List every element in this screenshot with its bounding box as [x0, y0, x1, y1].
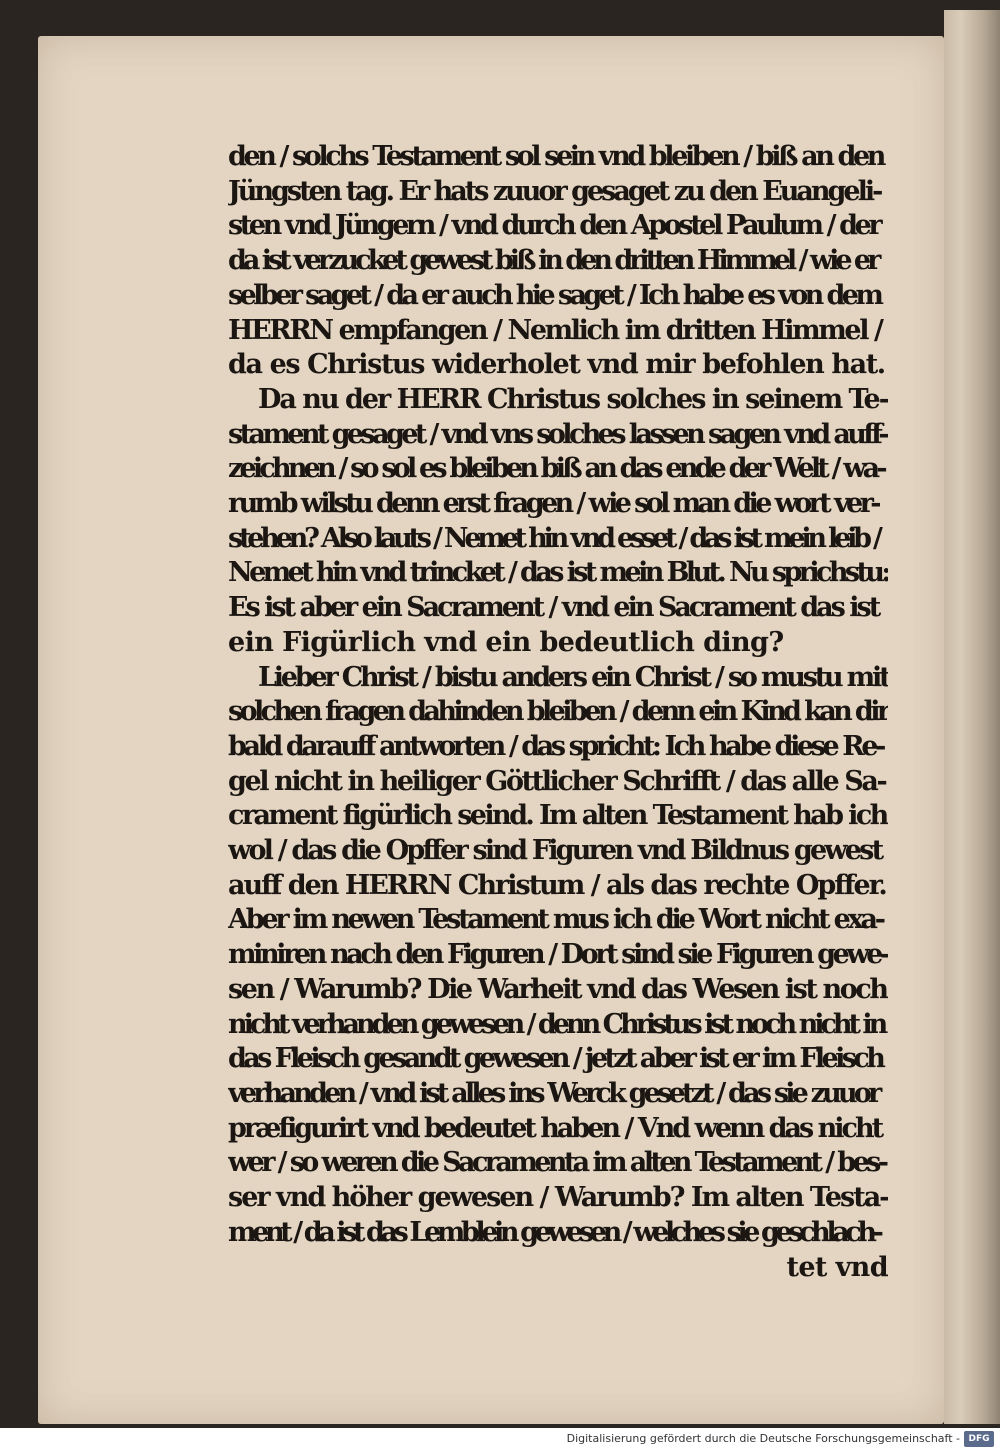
page-text [228, 140, 888, 1285]
text-line: nicht verhanden gewesen / denn Christus ist noch nicht in [228, 1008, 885, 1040]
text-line: Da nu der HERR Christus solches in seinem Te- [258, 383, 888, 415]
text-line: crament figürlich seind. Im alten Testament hab ich [228, 800, 887, 832]
text-line: miniren nach den Figuren / Dort sind sie Figuren gewe- [228, 939, 888, 971]
text-line: verhanden / vnd ist alles ins Werck gesetzt / das sie zuuor [228, 1077, 879, 1109]
text-line: HERRN empfangen / Nemlich im dritten Himmel / [228, 314, 882, 346]
text-line: gel nicht in heiliger Göttlicher Schrifft / das alle Sa- [228, 765, 886, 797]
text-line: Es ist aber ein Sacrament / vnd ein Sacrament das ist [228, 592, 879, 624]
text-line: sen / Warumb? Die Warheit vnd das Wesen ist noch [228, 973, 887, 1005]
text-line: wol / das die Opffer sind Figuren vnd Bildnus gewest [228, 835, 882, 867]
text-line: rumb wilstu denn erst fragen / wie sol man die wort ver- [228, 488, 878, 520]
text-line: ser vnd höher gewesen / Warumb? Im alten Testa- [228, 1182, 888, 1214]
text-line: ment / da ist das Lemblein gewesen / welches sie geschlach- [228, 1216, 880, 1248]
text-line: stament gesaget / vnd vns solches lassen sagen vnd auff- [228, 418, 886, 450]
digitization-credit: Digitalisierung gefördert durch die Deutsche Forschungsgemeinschaft - [566, 1432, 960, 1445]
text-line: selber saget / da er auch hie saget / Ich habe es von dem [228, 279, 881, 311]
catchword: tet vnd [786, 1251, 888, 1283]
text-line: zeichnen / so sol es bleiben biß an das ende der Welt / wa- [228, 453, 884, 485]
text-line: Nemet hin vnd trincket / das ist mein Blut. Nu sprichstu: [228, 557, 888, 589]
text-line: stehen? Also lauts / Nemet hin vnd esset / das ist mein leib / [228, 522, 879, 554]
text-line: sten vnd Jüngern / vnd durch den Apostel Paulum / der [228, 210, 880, 242]
text-line: solchen fragen dahinden bleiben / denn ein Kind kan dir [228, 696, 888, 728]
text-line: Jüngsten tag. Er hats zuuor gesaget zu den Euangeli- [228, 175, 881, 207]
text-line: ein Figürlich vnd ein bedeutlich ding? [228, 626, 784, 658]
text-line: bald darauff antworten / das spricht: Ich habe diese Re- [228, 730, 883, 762]
text-line: den / solchs Testament sol sein vnd bleiben / biß an den [228, 141, 883, 172]
text-line: das Fleisch gesandt gewesen / jetzt aber ist er im Fleisch [228, 1043, 883, 1075]
page-edge [944, 10, 1000, 1424]
text-line: da ist verzucket gewest biß in den dritten Himmel / wie er [228, 245, 878, 277]
text-line: Aber im newen Testament mus ich die Wort nicht exa- [228, 904, 883, 936]
text-line: præfigurirt vnd bedeutet haben / Vnd wenn das nicht [228, 1112, 882, 1144]
text-line: da es Christus widerholet vnd mir befohlen hat. [228, 349, 885, 381]
text-line: auff den HERRN Christum / als das rechte Opffer. [228, 869, 886, 901]
dfg-logo: DFG [964, 1431, 994, 1447]
text-line: wer / so weren die Sacramenta im alten Testament / bes- [228, 1147, 886, 1179]
text-line: Lieber Christ / bistu anders ein Christ / so mustu mit [258, 661, 888, 693]
